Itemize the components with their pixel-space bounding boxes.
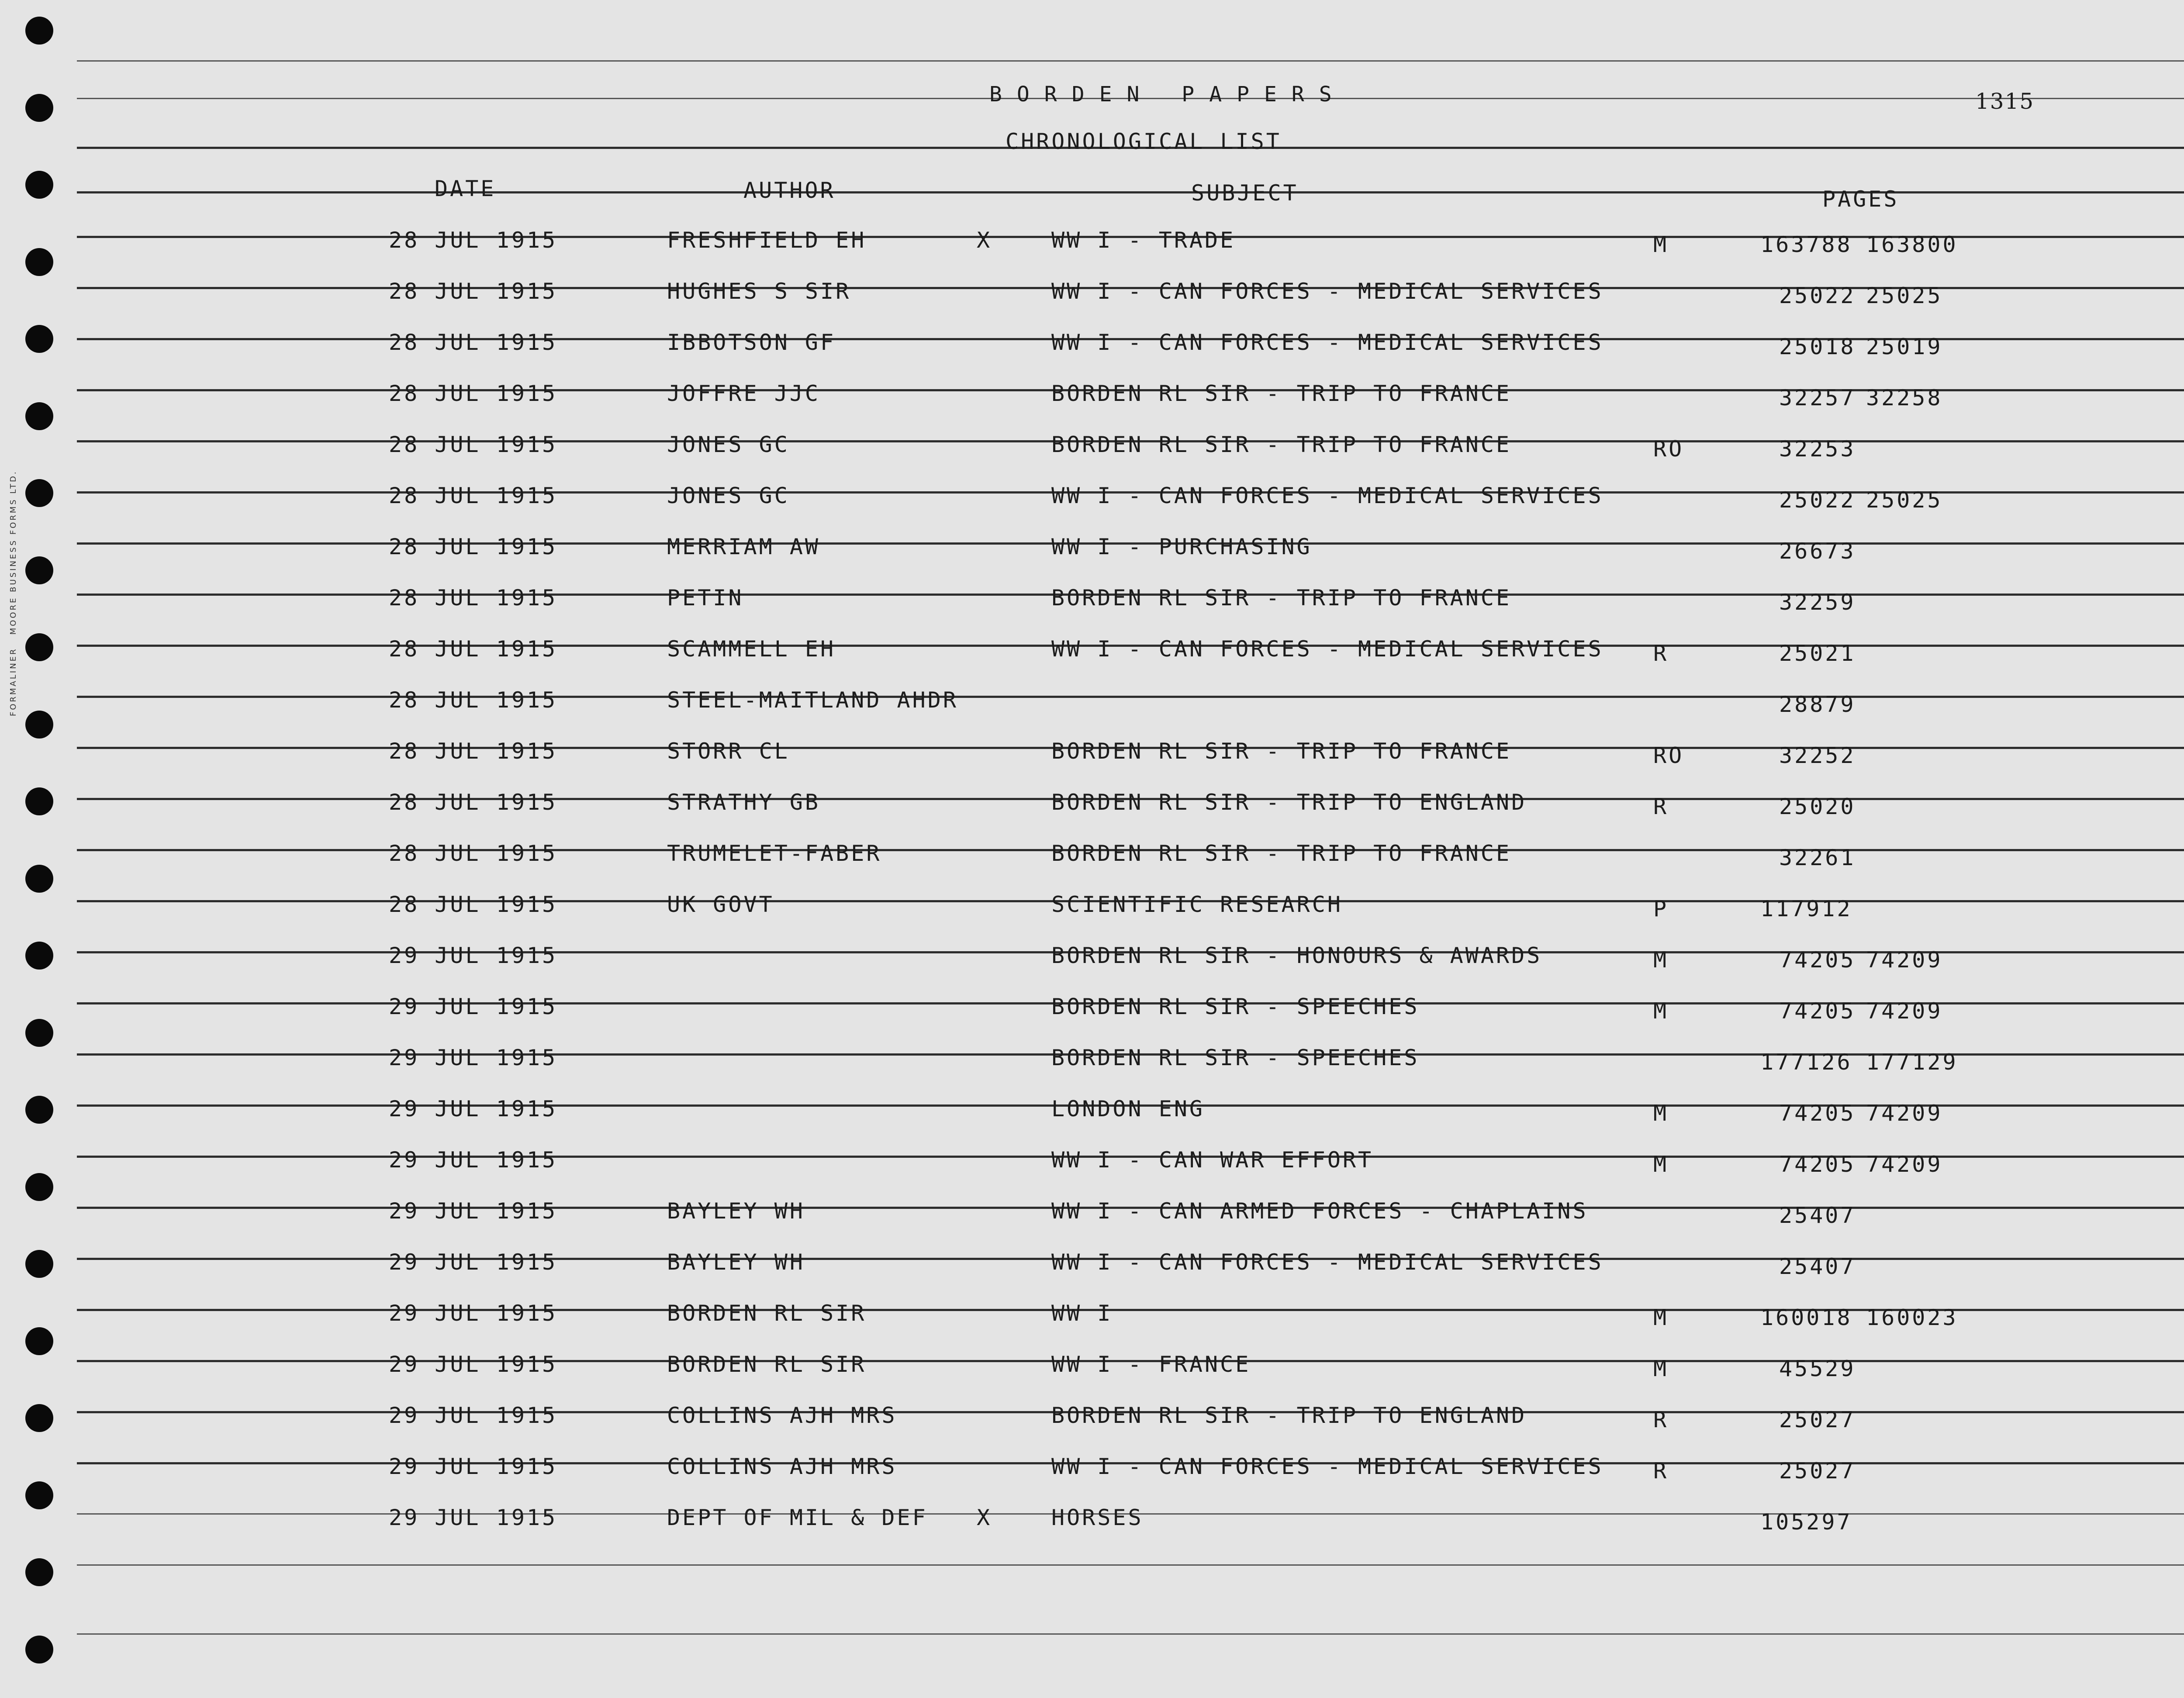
entry-page-start: 25022: [1779, 487, 1856, 513]
entry-subject: BORDEN RL SIR - TRIP TO ENGLAND: [1051, 790, 1527, 815]
entry-code: R: [1653, 641, 1669, 666]
entry-author: COLLINS AJH MRS: [667, 1403, 897, 1428]
entry-date: 29 JUL 1915: [389, 1198, 558, 1224]
entry-subject: WW I - CAN FORCES - MEDICAL SERVICES: [1051, 279, 1603, 304]
entry-subject: BORDEN RL SIR - TRIP TO FRANCE: [1051, 841, 1512, 866]
entry-page-start: 105297: [1760, 1509, 1852, 1535]
entry-page-start: 32252: [1779, 743, 1856, 768]
entry-date: 29 JUL 1915: [389, 943, 558, 968]
entry-author: STEEL-MAITLAND AHDR: [667, 687, 958, 713]
ruled-line: [77, 1564, 2184, 1566]
column-header-author: AUTHOR: [743, 178, 836, 203]
entry-subject: WW I - CAN FORCES - MEDICAL SERVICES: [1051, 1454, 1603, 1479]
entry-date: 28 JUL 1915: [389, 381, 558, 406]
entry-page-end: 25025: [1866, 283, 1943, 308]
entry-code: M: [1653, 1101, 1669, 1126]
feed-hole: [25, 1250, 53, 1278]
entry-subject: WW I - CAN ARMED FORCES - CHAPLAINS: [1051, 1198, 1588, 1224]
feed-hole: [25, 556, 53, 584]
feed-hole: [25, 1173, 53, 1201]
feed-hole: [25, 633, 53, 661]
entry-author: IBBOTSON GF: [667, 330, 836, 355]
entry-date: 29 JUL 1915: [389, 1301, 558, 1326]
feed-hole: [25, 1327, 53, 1355]
entry-page-start: 32259: [1779, 590, 1856, 615]
entry-page-start: 74205: [1779, 947, 1856, 973]
entry-page-start: 25022: [1779, 283, 1856, 308]
entry-subject: WW I - CAN FORCES - MEDICAL SERVICES: [1051, 330, 1603, 355]
page-number: 1315: [1975, 89, 2035, 114]
entry-subject: WW I - PURCHASING: [1051, 534, 1312, 559]
entry-code: M: [1653, 1356, 1669, 1381]
entry-subject: BORDEN RL SIR - SPEECHES: [1051, 1045, 1420, 1070]
entry-date: 28 JUL 1915: [389, 228, 558, 253]
feed-hole: [25, 1404, 53, 1432]
feed-hole: [25, 17, 53, 45]
entry-author: HUGHES S SIR: [667, 279, 851, 304]
entry-author: MERRIAM AW: [667, 534, 821, 559]
entry-page-start: 74205: [1779, 1152, 1856, 1177]
feed-hole: [25, 325, 53, 353]
entry-page-start: 26673: [1779, 538, 1856, 564]
entry-author: BAYLEY WH: [667, 1198, 805, 1224]
ruled-line: [77, 60, 2184, 62]
entry-page-end: 25025: [1866, 487, 1943, 513]
entry-author: BAYLEY WH: [667, 1249, 805, 1275]
entry-subject: BORDEN RL SIR - TRIP TO ENGLAND: [1051, 1403, 1527, 1428]
entry-page-start: 45529: [1779, 1356, 1856, 1381]
entry-page-end: 74209: [1866, 1101, 1943, 1126]
feed-hole: [25, 1019, 53, 1047]
entry-page-start: 25407: [1779, 1254, 1856, 1279]
form-side-print: FORMALINER MOORE BUSINESS FORMS LTD.: [9, 470, 18, 716]
entry-subject: BORDEN RL SIR - TRIP TO FRANCE: [1051, 381, 1512, 406]
entry-subject: BORDEN RL SIR - SPEECHES: [1051, 994, 1420, 1019]
feed-hole: [25, 248, 53, 276]
entry-page-end: 74209: [1866, 1152, 1943, 1177]
entry-page-start: 74205: [1779, 1101, 1856, 1126]
entry-page-end: 74209: [1866, 998, 1943, 1024]
entry-subject: WW I: [1051, 1301, 1113, 1326]
feed-hole: [25, 787, 53, 815]
entry-subject: LONDON ENG: [1051, 1096, 1205, 1122]
entry-code: R: [1653, 794, 1669, 819]
entry-code: RO: [1653, 743, 1684, 768]
entry-page-start: 117912: [1760, 896, 1852, 921]
entry-page-end: 74209: [1866, 947, 1943, 973]
entry-date: 28 JUL 1915: [389, 483, 558, 508]
entry-author: SCAMMELL EH: [667, 636, 836, 662]
feed-hole: [25, 94, 53, 122]
entry-date: 29 JUL 1915: [389, 1454, 558, 1479]
entry-date: 29 JUL 1915: [389, 1249, 558, 1275]
entry-author: FRESHFIELD EH: [667, 228, 867, 253]
entry-page-start: 163788: [1760, 232, 1852, 257]
entry-date: 29 JUL 1915: [389, 1403, 558, 1428]
feed-hole: [25, 171, 53, 199]
entry-code: R: [1653, 1407, 1669, 1432]
entry-page-end: 163800: [1866, 232, 1958, 257]
entry-date: 29 JUL 1915: [389, 1096, 558, 1122]
entry-subject: BORDEN RL SIR - HONOURS & AWARDS: [1051, 943, 1542, 968]
entry-code: M: [1653, 1152, 1669, 1177]
entry-author: COLLINS AJH MRS: [667, 1454, 897, 1479]
entry-page-start: 25027: [1779, 1407, 1856, 1432]
entry-subject: HORSES: [1051, 1505, 1144, 1530]
entry-code: R: [1653, 1458, 1669, 1484]
entry-page-end: 25019: [1866, 334, 1943, 359]
entry-date: 28 JUL 1915: [389, 739, 558, 764]
feed-hole: [25, 711, 53, 739]
entry-date: 28 JUL 1915: [389, 534, 558, 559]
entry-page-start: 32261: [1779, 845, 1856, 870]
entry-subject: WW I - CAN FORCES - MEDICAL SERVICES: [1051, 636, 1603, 662]
entry-code: M: [1653, 998, 1669, 1024]
entry-x-flag: X: [977, 228, 992, 253]
entry-author: STORR CL: [667, 739, 790, 764]
column-header-pages: PAGES: [1822, 186, 1899, 212]
entry-subject: SCIENTIFIC RESEARCH: [1051, 892, 1343, 917]
entry-subject: WW I - CAN FORCES - MEDICAL SERVICES: [1051, 1249, 1603, 1275]
entry-date: 28 JUL 1915: [389, 636, 558, 662]
feed-hole: [25, 1481, 53, 1509]
entry-subject: WW I - TRADE: [1051, 228, 1236, 253]
entry-author: BORDEN RL SIR: [667, 1352, 867, 1377]
entry-code: M: [1653, 232, 1669, 257]
entry-page-start: 74205: [1779, 998, 1856, 1024]
feed-hole: [25, 479, 53, 507]
feed-hole: [25, 1558, 53, 1586]
entry-date: 29 JUL 1915: [389, 1505, 558, 1530]
entry-code: M: [1653, 1305, 1669, 1330]
entry-page-start: 25018: [1779, 334, 1856, 359]
entry-author: DEPT OF MIL & DEF: [667, 1505, 928, 1530]
entry-date: 28 JUL 1915: [389, 790, 558, 815]
entry-page-start: 28879: [1779, 692, 1856, 717]
entry-date: 29 JUL 1915: [389, 1045, 558, 1070]
entry-subject: WW I - CAN WAR EFFORT: [1051, 1147, 1374, 1173]
entry-page-start: 32253: [1779, 436, 1856, 462]
entry-date: 28 JUL 1915: [389, 841, 558, 866]
entry-author: TRUMELET-FABER: [667, 841, 882, 866]
entry-subject: BORDEN RL SIR - TRIP TO FRANCE: [1051, 739, 1512, 764]
feed-hole: [25, 402, 53, 430]
entry-code: M: [1653, 947, 1669, 973]
entry-author: JONES GC: [667, 483, 790, 508]
entry-page-start: 25021: [1779, 641, 1856, 666]
entry-page-start: 32257: [1779, 385, 1856, 411]
entry-date: 29 JUL 1915: [389, 1352, 558, 1377]
entry-page-start: 177126: [1760, 1049, 1852, 1075]
column-header-subject: SUBJECT: [1191, 180, 1299, 206]
document-title: BORDEN PAPERS: [989, 82, 1347, 107]
entry-page-end: 32258: [1866, 385, 1943, 411]
entry-page-start: 25020: [1779, 794, 1856, 819]
entry-date: 28 JUL 1915: [389, 330, 558, 355]
entry-subject: WW I - FRANCE: [1051, 1352, 1251, 1377]
entry-date: 28 JUL 1915: [389, 432, 558, 457]
entry-author: JONES GC: [667, 432, 790, 457]
entry-page-start: 25027: [1779, 1458, 1856, 1484]
entry-page-start: 25407: [1779, 1203, 1856, 1228]
entry-code: RO: [1653, 436, 1684, 462]
feed-hole: [25, 865, 53, 893]
list-subtitle: CHRONOLOGICAL LIST: [1006, 129, 1282, 154]
feed-hole: [25, 1096, 53, 1124]
ruled-line: [77, 1633, 2184, 1635]
column-header-date: DATE: [435, 176, 496, 201]
entry-date: 29 JUL 1915: [389, 1147, 558, 1173]
entry-x-flag: X: [977, 1505, 992, 1530]
entry-date: 28 JUL 1915: [389, 279, 558, 304]
entry-author: UK GOVT: [667, 892, 774, 917]
entry-author: JOFFRE JJC: [667, 381, 821, 406]
entry-date: 29 JUL 1915: [389, 994, 558, 1019]
entry-date: 28 JUL 1915: [389, 585, 558, 611]
entry-code: P: [1653, 896, 1669, 921]
feed-hole: [25, 1636, 53, 1663]
entry-subject: BORDEN RL SIR - TRIP TO FRANCE: [1051, 585, 1512, 611]
entry-page-start: 160018: [1760, 1305, 1852, 1330]
entry-date: 28 JUL 1915: [389, 892, 558, 917]
entry-date: 28 JUL 1915: [389, 687, 558, 713]
entry-page-end: 160023: [1866, 1305, 1958, 1330]
feed-hole: [25, 942, 53, 970]
entry-subject: WW I - CAN FORCES - MEDICAL SERVICES: [1051, 483, 1603, 508]
entry-author: BORDEN RL SIR: [667, 1301, 867, 1326]
entry-author: PETIN: [667, 585, 744, 611]
entry-page-end: 177129: [1866, 1049, 1958, 1075]
entry-subject: BORDEN RL SIR - TRIP TO FRANCE: [1051, 432, 1512, 457]
entry-author: STRATHY GB: [667, 790, 821, 815]
